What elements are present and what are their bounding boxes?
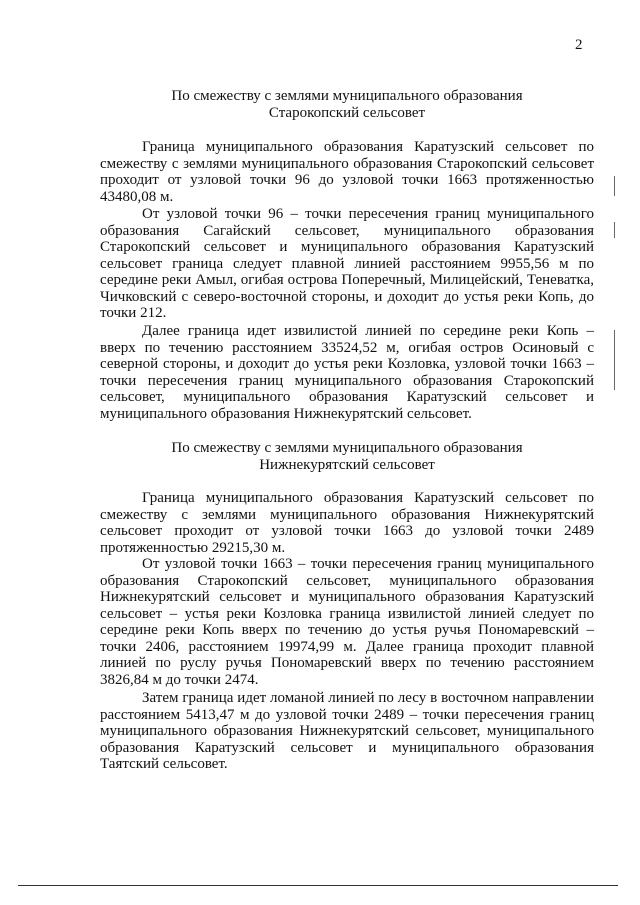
paragraph: Граница муниципального образования Каратузский сельсовет по смежеству с землями муниципального образования Старокопский сельсовет проходит от узловой точки 96 до узловой точки 1663 протяженностью 43480,08 м. bbox=[100, 139, 594, 205]
paragraph: От узловой точки 1663 – точки пересечения границ муниципального образования Старокопский сельсовет, муниципального образования Нижнекурятский сельсовет и муниципального образования Каратузский сельсовет – устья реки Козловка граница извилистой линией следует по середине реки Копь вверх по течению до устья ручья Пономаревский – точки 2406, расстоянием 19974,99 м. Далее граница проходит плавной линией по руслу ручья Пономаревский вверх по течению расстоянием 3826,84 м до точки 2474. bbox=[100, 556, 594, 688]
page-number: 2 bbox=[575, 37, 583, 53]
paragraph: От узловой точки 96 – точки пересечения границ муниципального образования Сагайский сельсовет, муниципального образования Старокопский сельсовет и муниципального образования Каратузский сельсовет граница следует плавной линией расстоянием 9955,56 м по середине реки Амыл, огибая острова Поперечный, Милицейский, Теневатка, Чичковский с северо-восточной стороны, и доходит до устья реки Копь, до точки 212. bbox=[100, 206, 594, 321]
section-heading-line: Старокопский сельсовет bbox=[268, 104, 426, 121]
scan-edge-mark bbox=[614, 330, 615, 390]
paragraph: Далее граница идет извилистой линией по середине реки Копь – вверх по течению расстоянием 33524,52 м, огибая остров Осиновый с северной стороны, и доходит до устья реки Козловка, узловой точки 1663 – точки пересечения границ муниципального образования Старокопский сельсовет, муниципального образования Каратузский сельсовет и муниципального образования Нижнекурятский сельсовет. bbox=[100, 323, 594, 422]
section-heading-line: По смежеству с землями муниципального образования bbox=[171, 440, 523, 456]
paragraph: Граница муниципального образования Каратузский сельсовет по смежеству с землями муниципального образования Нижнекурятский сельсовет проходит от узловой точки 1663 до узловой точки 2489 протяженностью 29215,30 м. bbox=[100, 490, 594, 556]
section-heading-line: Нижнекурятский сельсовет bbox=[259, 456, 435, 473]
paragraph: Затем граница идет ломаной линией по лесу в восточном направлении расстоянием 5413,47 м до узловой точки 2489 – точки пересечения границ муниципального образования Нижнекурятский сельсовет, муниципального образования Каратузский сельсовет и муниципального образования Таятский сельсовет. bbox=[100, 690, 594, 772]
scan-edge-mark bbox=[614, 176, 615, 196]
scan-edge-mark bbox=[614, 222, 615, 238]
footer-rule bbox=[18, 885, 618, 886]
section-heading-nizhnekuryatsky bbox=[100, 440, 594, 473]
section-heading-starokopsky bbox=[100, 88, 594, 121]
section-heading-line: По смежеству с землями муниципального образования bbox=[171, 88, 523, 104]
